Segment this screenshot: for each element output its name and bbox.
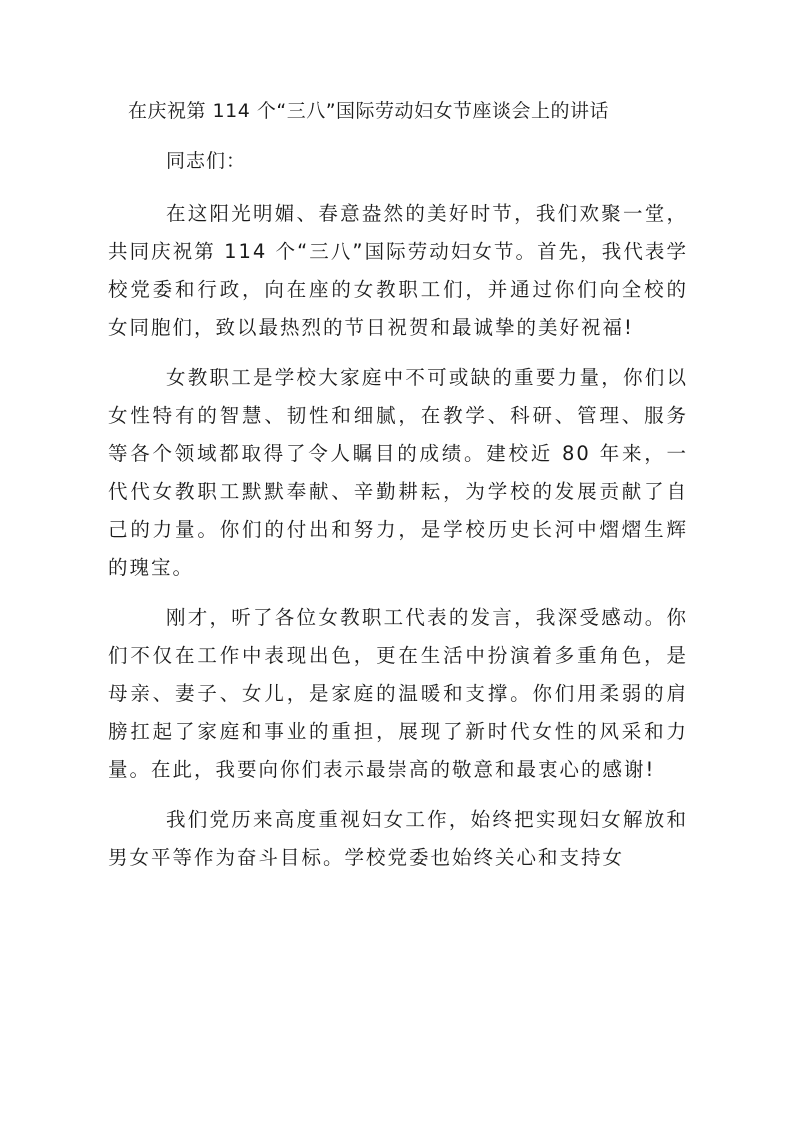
- paragraph-1: 在这阳光明媚、春意盎然的美好时节，我们欢聚一堂，共同庆祝第 114 个“三八”国际劳动妇女节。首先，我代表学校党委和行政，向在座的女教职工们，并通过你们向全校的女同胞们，致以最热烈的节日祝贺和最诚挚的美好祝福!: [108, 202, 688, 339]
- paragraph-4: 我们党历来高度重视妇女工作，始终把实现妇女解放和男女平等作为奋斗目标。学校党委也始终关心和支持女: [108, 808, 688, 869]
- paragraph-2: 女教职工是学校大家庭中不可或缺的重要力量，你们以女性特有的智慧、韧性和细腻，在教学、科研、管理、服务等各个领域都取得了令人瞩目的成绩。建校近 80 年来，一代代女教职工默默奉献、辛勤耕耘，为学校的发展贡献了自己的力量。你们的付出和努力，是学校历史长河中熠熠生辉的瑰宝。: [108, 366, 688, 579]
- greeting: 同志们：: [166, 150, 247, 172]
- speech-title: 在庆祝第 114 个“三八”国际劳动妇女节座谈会上的讲话: [128, 100, 610, 122]
- speech-text: [108, 95, 688, 889]
- paragraph-3: 刚才，听了各位女教职工代表的发言，我深受感动。你们不仅在工作中表现出色，更在生活中扮演着多重角色，是母亲、妻子、女儿，是家庭的温暖和支撑。你们用柔弱的肩膀扛起了家庭和事业的重担，展现了新时代女性的风采和力量。在此，我要向你们表示最崇高的敬意和最衷心的感谢!: [108, 606, 688, 781]
